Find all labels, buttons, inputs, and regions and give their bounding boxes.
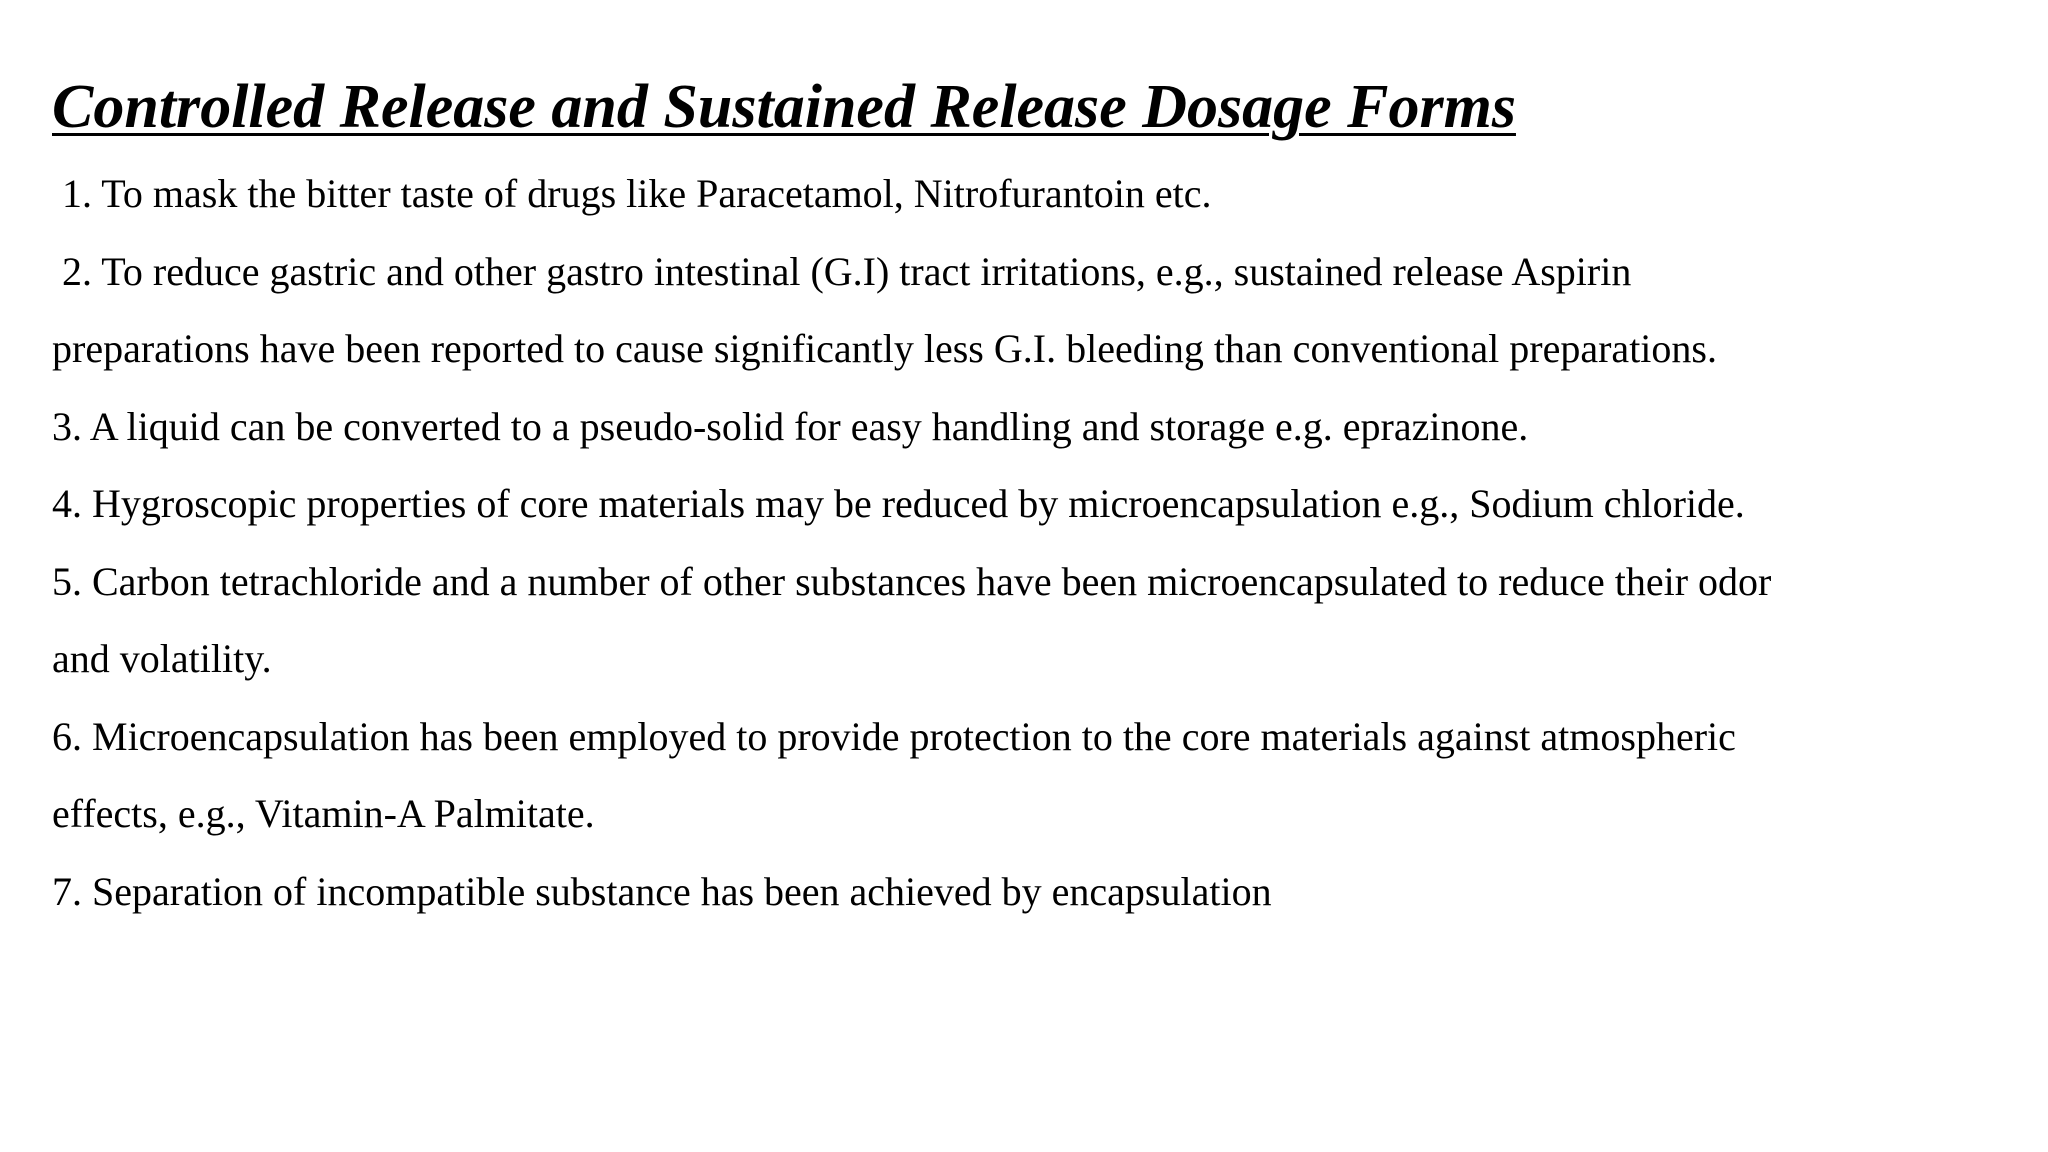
list-item-1: 1. To mask the bitter taste of drugs like Paracetamol, Nitrofurantoin etc. [62,171,1212,216]
list-item-6: 6. Microencapsulation has been employed to provide protection to the core materials against atmospheric [52,713,1736,759]
list-item-3: 3. A liquid can be converted to a pseudo-solid for easy handling and storage e.g. eprazinone. [52,403,1529,449]
list-item-4: 4. Hygroscopic properties of core materials may be reduced by microencapsulation e.g., Sodium chloride. [52,481,1745,526]
list-item-5-continuation: and volatility. [52,636,272,681]
list-item-6-continuation: effects, e.g., Vitamin-A Palmitate. [52,791,595,836]
list-item-2-continuation: preparations have been reported to cause significantly less G.I. bleeding than conventional preparations. [52,326,1717,371]
list-item-7: 7. Separation of incompatible substance has been achieved by encapsulation [52,868,1272,914]
list-item-2: 2. To reduce gastric and other gastro intestinal (G.I) tract irritations, e.g., sustained release Aspirin [62,248,1632,294]
list-item-5: 5. Carbon tetrachloride and a number of other substances have been microencapsulated to reduce their odor [52,558,1772,604]
slide-body [52,155,2012,930]
slide-title: Controlled Release and Sustained Release Dosage Forms [52,73,1516,141]
